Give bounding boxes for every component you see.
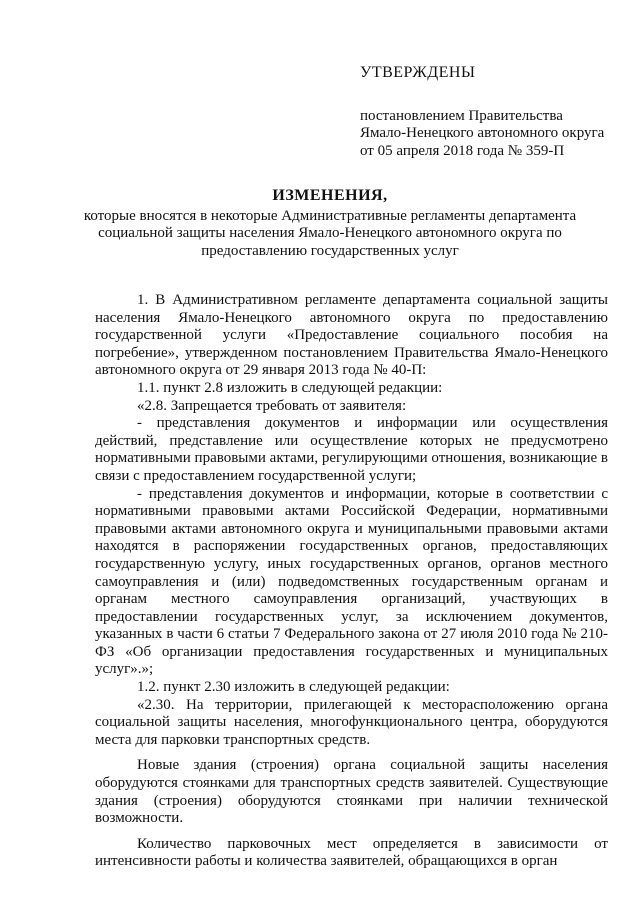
document-heading [60,187,600,260]
paragraph-parking-count: Количество парковочных мест определяется в зависимости от интенсивности работы и количества заявителей, обращающихся в орган [95,835,608,870]
approval-basis [360,108,620,161]
paragraph-new-buildings: Новые здания (строения) органа социальной защиты населения оборудуются стоянками для транспортных средств заявителей. Существующие здания (строения) оборудуются стоянками при наличии технической возможности. [95,757,608,827]
document-body [95,292,608,871]
approval-line-2: Ямало-Ненецкого автономного округа [360,125,605,142]
approval-title: УТВЕРЖДЕНЫ [360,64,476,81]
approval-line-1: постановлением Правительства [360,107,563,124]
paragraph-2-30: «2.30. На территории, прилегающей к месторасположению органа социальной защиты населения, многофункционального центра, оборудуются места для парковки транспортных средств. [95,696,608,748]
paragraph-item-2: - представления документов и информации, которые в соответствии с нормативными правовыми актами Российской Федерации, нормативными правовыми актами автономного округа и муниципальными правовыми актами находятся в распоряжении государственных органов, предоставляющих государственную услугу, иных государственных органов, органов местного самоуправления и (или) подведомственных государственным органам и органам местного самоуправления организаций, участвующих в предоставлении государственных услуг, за исключением документов, указанных в части 6 статьи 7 Федерального закона от 27 июля 2010 года № 210-ФЗ «Об организации предоставления государственных и муниципальных услуг».»; [95,485,608,678]
paragraph-1: 1. В Административном регламенте департамента социальной защиты населения Ямало-Ненецкого автономного округа по предоставлению государственной услуги «Предоставление социального пособия на погребение», утвержденном постановлением Правительства Ямало-Ненецкого автономного округа от 29 января 2013 года № 40-П: [95,292,608,379]
paragraph-2-8: «2.8. Запрещается требовать от заявителя: [137,397,407,414]
document-subtitle: которые вносятся в некоторые Административные регламенты департамента социальной защиты населения Ямало-Ненецкого автономного округа по предоставлению государственных услуг [83,207,577,259]
paragraph-1-1: 1.1. пункт 2.8 изложить в следующей редакции: [137,379,443,396]
paragraph-1-2: 1.2. пункт 2.30 изложить в следующей редакции: [137,679,450,696]
document-title: ИЗМЕНЕНИЯ, [272,187,388,204]
approval-block [360,64,620,160]
paragraph-item-1: - представления документов и информации или осуществления действий, представление или осуществление которых не предусмотрено нормативными правовыми актами, регулирующими отношения, возникающие в связи с предоставлением государственной услуги; [95,415,608,484]
approval-line-3: от 05 апреля 2018 года № 359-П [360,142,565,159]
